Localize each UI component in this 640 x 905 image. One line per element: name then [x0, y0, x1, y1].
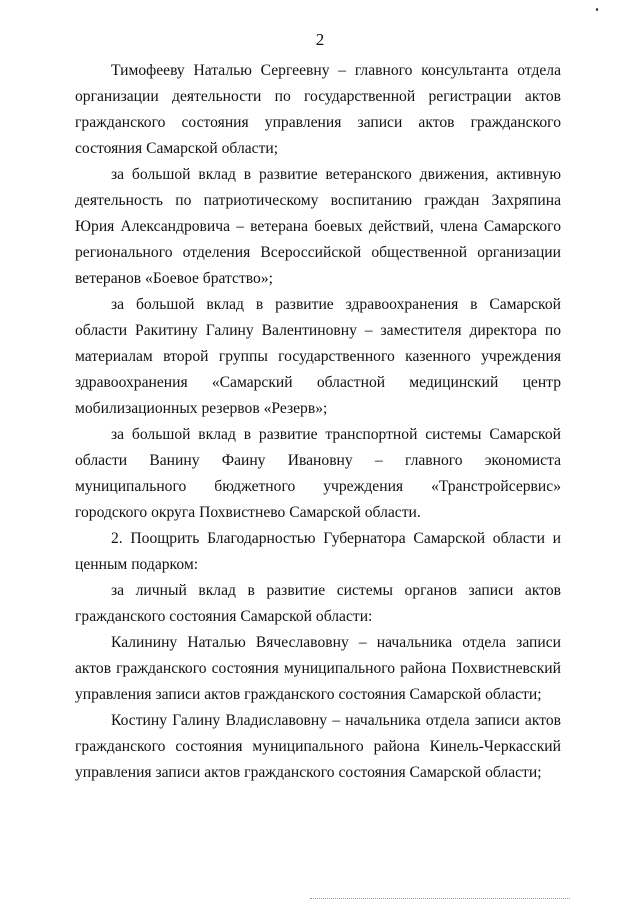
- document-body: [75, 58, 561, 786]
- scan-bottom-edge: [310, 898, 570, 901]
- paragraph-veterans: за большой вклад в развитие ветеранского движения, активную деятельность по патриотическому воспитанию граждан Захряпина Юрия Александровича – ветерана боевых действий, члена Самарского регионального отделения Всероссийской общественной организации ветеранов «Боевое братство»;: [75, 166, 561, 287]
- paragraph-civil-registry-intro: за личный вклад в развитие системы органов записи актов гражданского состояния Самарской области:: [75, 582, 561, 625]
- paragraph-timofeeva: Тимофееву Наталью Сергеевну – главного консультанта отдела организации деятельности по государственной регистрации актов гражданского состояния управления записи актов гражданского состояния Самарской области;: [75, 62, 561, 157]
- paragraph-kalinina: Калинину Наталью Вячеславовну – начальника отдела записи актов гражданского состояния муниципального района Похвистневский управления записи актов гражданского состояния Самарской области;: [75, 634, 561, 703]
- scan-speck: [596, 8, 598, 11]
- paragraph-transport: за большой вклад в развитие транспортной системы Самарской области Ванину Фаину Ивановну – главного экономиста муниципального бюджетного учреждения «Транстройсервис» городского округа Похвистнево Самарской области.: [75, 426, 561, 521]
- page-number: 2: [315, 30, 325, 49]
- paragraph-kostina: Костину Галину Владиславовну – начальника отдела записи актов гражданского состояния муниципального района Кинель-Черкасский управления записи актов гражданского состояния Самарской области;: [75, 712, 561, 781]
- paragraph-healthcare: за большой вклад в развитие здравоохранения в Самарской области Ракитину Галину Валентиновну – заместителя директора по материалам второй группы государственного казенного учреждения здравоохранения «Самарский областной медицинский центр мобилизационных резервов «Резерв»;: [75, 296, 561, 417]
- paragraph-section-2: 2. Поощрить Благодарностью Губернатора Самарской области и ценным подарком:: [75, 530, 561, 573]
